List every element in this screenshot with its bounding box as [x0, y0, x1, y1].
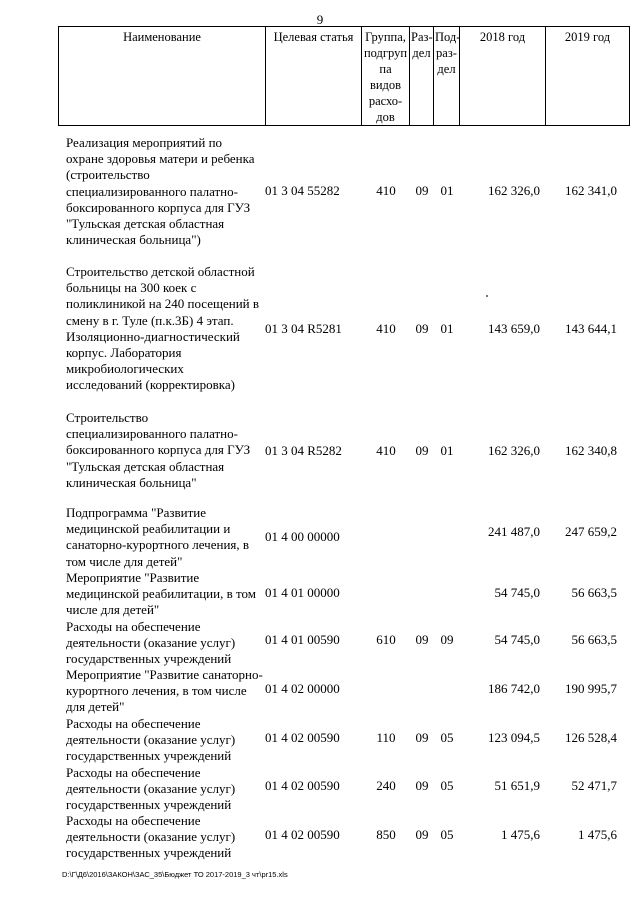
row-value-2019: 126 528,4 — [565, 730, 617, 745]
header-target: Целевая статья — [266, 27, 362, 126]
row-name: Мероприятие "Развитие медицинской реабилитации, в том числе для детей" — [66, 570, 256, 618]
file-path-footer: D:\Г\Д6\2016\ЗАКОН\ЗАС_35\Бюджет ТО 2017-2019_3 чт\pr15.xls — [62, 870, 288, 879]
row-section: 09 — [415, 827, 429, 842]
row-code: 01 3 04 R5281 — [265, 321, 342, 336]
table-header — [58, 26, 630, 126]
row-code: 01 3 04 55282 — [265, 183, 340, 198]
row-code: 01 4 02 00590 — [265, 827, 340, 842]
row-value-2018: 123 094,5 — [488, 730, 540, 745]
header-name: Наименование — [59, 27, 266, 126]
row-value-2019: 162 341,0 — [565, 183, 617, 198]
row-section: 09 — [415, 321, 429, 336]
header-section: Раз- дел — [410, 27, 434, 126]
header-year-2019: 2019 год — [546, 27, 630, 126]
row-subsection: 05 — [440, 827, 454, 842]
row-value-2019: 143 644,1 — [565, 321, 617, 336]
row-value-2018: 162 326,0 — [488, 443, 540, 458]
row-code: 01 4 01 00590 — [265, 632, 340, 647]
row-value-2018: 51 651,9 — [494, 778, 540, 793]
row-group: 410 — [376, 321, 396, 336]
row-code: 01 4 02 00590 — [265, 730, 340, 745]
row-section: 09 — [415, 183, 429, 198]
row-name: Расходы на обеспечение деятельности (оказание услуг) государственных учреждений — [66, 619, 236, 667]
row-name: Подпрограмма "Развитие медицинской реабилитации и санаторно-курортного лечения, в том числе для детей" — [66, 505, 250, 569]
row-subsection: 01 — [440, 183, 454, 198]
row-value-2018: 1 475,6 — [501, 827, 540, 842]
header-subsection: Под- раз- дел — [434, 27, 460, 126]
row-subsection: 01 — [440, 321, 454, 336]
row-name: Расходы на обеспечение деятельности (оказание услуг) государственных учреждений — [66, 716, 236, 764]
row-section: 09 — [415, 778, 429, 793]
row-value-2019: 247 659,2 — [565, 524, 617, 539]
row-code: 01 4 01 00000 — [265, 585, 340, 600]
row-value-2019: 56 663,5 — [571, 585, 617, 600]
row-group: 410 — [376, 443, 396, 458]
row-subsection: 05 — [440, 778, 454, 793]
row-value-2019: 190 995,7 — [565, 681, 617, 696]
row-group: 240 — [376, 778, 396, 793]
row-value-2018: 162 326,0 — [488, 183, 540, 198]
row-value-2019: 52 471,7 — [571, 778, 617, 793]
row-code: 01 3 04 R5282 — [265, 443, 342, 458]
row-code: 01 4 00 00000 — [265, 529, 340, 544]
row-group: 610 — [376, 632, 396, 647]
row-value-2018: 143 659,0 — [488, 321, 540, 336]
row-name: Расходы на обеспечение деятельности (оказание услуг) государственных учреждений — [66, 813, 236, 861]
row-subsection: 01 — [440, 443, 454, 458]
row-name: Строительство детской областной больницы на 300 коек с поликлиникой на 240 посещений в смену в г. Туле (п.к.3Б) 4 этап. Изоляционно-диагностический корпус. Лаборатория микробиологических исследований (корректировка) — [66, 264, 260, 393]
row-value-2019: 56 663,5 — [571, 632, 617, 647]
row-group: 410 — [376, 183, 396, 198]
row-code: 01 4 02 00590 — [265, 778, 340, 793]
page-number: 9 — [316, 12, 324, 27]
scan-mark — [486, 295, 488, 297]
row-name: Расходы на обеспечение деятельности (оказание услуг) государственных учреждений — [66, 765, 236, 813]
row-value-2018: 186 742,0 — [488, 681, 540, 696]
row-subsection: 05 — [440, 730, 454, 745]
row-section: 09 — [415, 730, 429, 745]
row-value-2018: 54 745,0 — [494, 585, 540, 600]
row-group: 850 — [376, 827, 396, 842]
row-value-2019: 162 340,8 — [565, 443, 617, 458]
row-section: 09 — [415, 443, 429, 458]
row-value-2018: 241 487,0 — [488, 524, 540, 539]
row-subsection: 09 — [440, 632, 454, 647]
row-value-2019: 1 475,6 — [578, 827, 617, 842]
row-code: 01 4 02 00000 — [265, 681, 340, 696]
row-group: 110 — [376, 730, 396, 745]
row-name: Реализация мероприятий по охране здоровья матери и ребенка (строительство специализированного палатно- боксированного корпуса для ГУЗ "Тульская детская областная клиническая больница") — [66, 135, 255, 248]
row-name: Строительство специализированного палатно- боксированного корпуса для ГУЗ "Тульская детская областная клиническая больница" — [66, 410, 251, 490]
row-name: Мероприятие "Развитие санаторно- курортного лечения, в том числе для детей" — [66, 667, 263, 715]
row-section: 09 — [415, 632, 429, 647]
header-year-2018: 2018 год — [460, 27, 546, 126]
header-group: Группа, подгруп па видов расхо- дов — [362, 27, 410, 126]
row-value-2018: 54 745,0 — [494, 632, 540, 647]
